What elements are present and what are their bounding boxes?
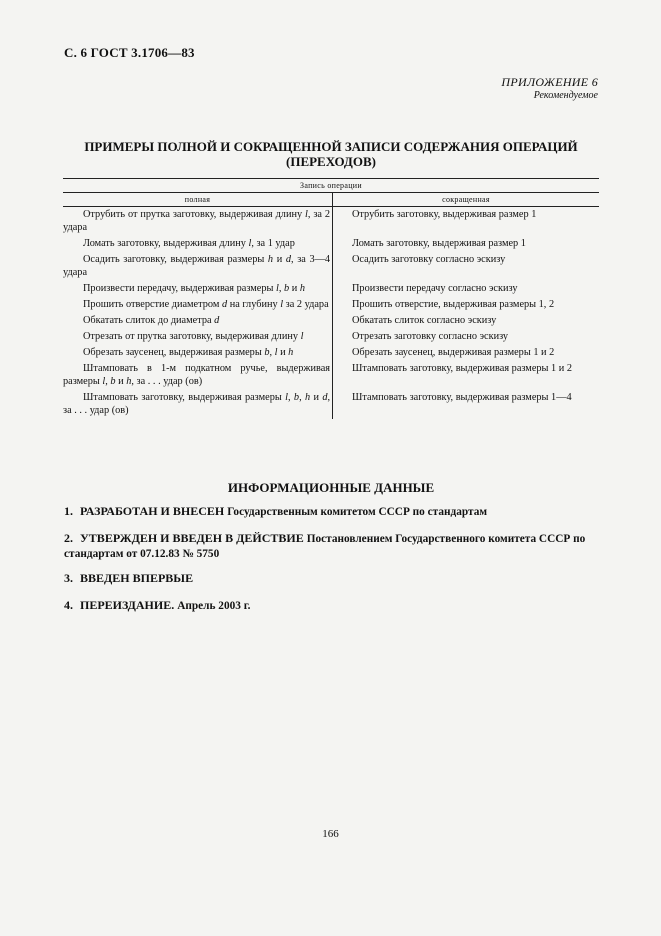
- info-item-number: 4.: [64, 598, 73, 612]
- info-item-number: 3.: [64, 571, 73, 585]
- cell-short-record: Отрезать заготовку согласно эскизу: [352, 331, 509, 342]
- cell-full-record: Обкатать слиток до диаметра d: [63, 313, 333, 329]
- appendix-label-block: [501, 76, 598, 102]
- cell-full-record: Обрезать заусенец, выдерживая размеры b, l и h: [63, 345, 333, 361]
- cell-full-record: Ломать заготовку, выдерживая длину l, за 1 удар: [63, 236, 333, 252]
- cell-short-record: Штамповать заготовку, выдерживая размеры 1—4: [352, 392, 572, 403]
- page-number: 166: [322, 828, 339, 840]
- cell-short-record: Ломать заготовку, выдерживая размер 1: [352, 238, 526, 249]
- info-item-text: Государственным комитетом СССР по стандартам: [227, 506, 488, 518]
- cell-short-record: Обрезать заусенец, выдерживая размеры 1 и 2: [352, 347, 555, 358]
- table-row: [63, 207, 599, 237]
- table-row: [63, 236, 599, 252]
- info-item-lead: УТВЕРЖДЕН И ВВЕДЕН В ДЕЙСТВИЕ: [80, 531, 304, 545]
- info-item-4: [64, 598, 600, 613]
- info-item-1: [64, 504, 600, 519]
- info-item-lead: ВВЕДЕН ВПЕРВЫЕ: [80, 571, 194, 585]
- info-item-lead: ПЕРЕИЗДАНИЕ.: [80, 598, 175, 612]
- cell-short-record: Прошить отверстие, выдерживая размеры 1, 2: [352, 299, 555, 310]
- info-item-text: Постановлением Государственного комитета СССР по стандартам от 07.12.83 № 5750: [64, 533, 586, 560]
- table-row: [63, 390, 599, 419]
- section-title-line-2: (ПЕРЕХОДОВ): [286, 154, 376, 169]
- info-item-text: Апрель 2003 г.: [177, 600, 251, 612]
- operations-table: [63, 178, 599, 419]
- table-row: [63, 329, 599, 345]
- cell-full-record: Произвести передачу, выдерживая размеры l, b и h: [63, 281, 333, 297]
- info-item-3: [64, 571, 600, 585]
- info-item-number: 2.: [64, 531, 73, 545]
- info-item-number: 1.: [64, 504, 73, 518]
- column-header-short: сокращенная: [333, 193, 600, 207]
- table-row: [63, 313, 599, 329]
- cell-full-record: Осадить заготовку, выдерживая размеры h и d, за 3—4 удара: [63, 252, 333, 281]
- cell-full-record: Штамповать заготовку, выдерживая размеры l, b, h и d, за . . . удар (ов): [63, 390, 333, 419]
- column-header-full: полная: [63, 193, 333, 207]
- info-item-lead: РАЗРАБОТАН И ВНЕСЕН: [80, 504, 225, 518]
- table-row: [63, 281, 599, 297]
- cell-short-record: Произвести передачу согласно эскизу: [352, 283, 518, 294]
- table-row: [63, 361, 599, 390]
- table-group-header: Запись операции: [63, 179, 599, 193]
- info-item-2: [64, 531, 600, 561]
- table-row: [63, 252, 599, 281]
- cell-short-record: Обкатать слиток согласно эскизу: [352, 315, 497, 326]
- table-row: [63, 297, 599, 313]
- appendix-status: Рекомендуемое: [533, 90, 598, 101]
- cell-short-record: Отрубить заготовку, выдерживая размер 1: [352, 209, 537, 220]
- cell-full-record: Отрезать от прутка заготовку, выдерживая длину l: [63, 329, 333, 345]
- cell-short-record: Штамповать заготовку, выдерживая размеры 1 и 2: [352, 363, 573, 374]
- document-code: С. 6 ГОСТ 3.1706—83: [64, 45, 195, 60]
- appendix-title: ПРИЛОЖЕНИЕ 6: [501, 75, 598, 89]
- cell-full-record: Штамповать в 1-м подкатном ручье, выдерживая размеры l, b и h, за . . . удар (ов): [63, 361, 333, 390]
- info-section-title: ИНФОРМАЦИОННЫЕ ДАННЫЕ: [227, 480, 435, 495]
- cell-full-record: Прошить отверстие диаметром d на глубину l за 2 удара: [63, 297, 333, 313]
- cell-full-record: Отрубить от прутка заготовку, выдерживая длину l, за 2 удара: [63, 207, 333, 237]
- table-row: [63, 345, 599, 361]
- table-body: [63, 207, 599, 420]
- section-title: [64, 139, 598, 169]
- cell-short-record: Осадить заготовку согласно эскизу: [352, 254, 506, 265]
- section-title-line-1: ПРИМЕРЫ ПОЛНОЙ И СОКРАЩЕННОЙ ЗАПИСИ СОДЕРЖАНИЯ ОПЕРАЦИЙ: [84, 139, 578, 154]
